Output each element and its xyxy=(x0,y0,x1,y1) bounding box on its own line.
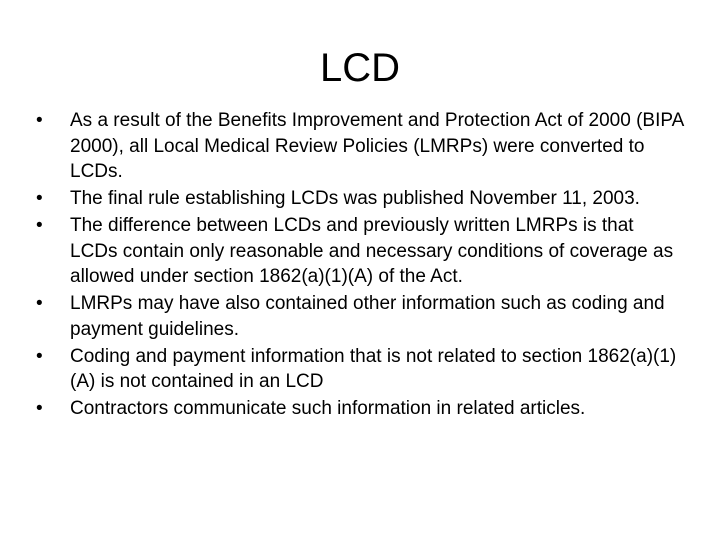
slide-title: LCD xyxy=(319,46,401,90)
bullet-icon: • xyxy=(36,110,43,131)
bullet-icon: • xyxy=(36,345,43,367)
bullet-text: As a result of the Benefits Improvement and Protection Act of 2000 (BIPA 2000), all Local Medical Review Policies (LMRPs) were converted to LCDs. xyxy=(70,110,684,182)
bullet-icon: • xyxy=(36,398,43,419)
bullet-text: Coding and payment information that is not related to section 1862(a)(1)(A) is not contained in an LCD xyxy=(70,345,677,392)
bullet-list xyxy=(36,108,686,423)
bullet-text: Contractors communicate such information in related articles. xyxy=(70,398,586,419)
bullet-text: The final rule establishing LCDs was published November 11, 2003. xyxy=(70,188,640,209)
bullet-item-4 xyxy=(36,291,686,342)
bullet-icon: • xyxy=(36,215,43,236)
bullet-item-6 xyxy=(36,396,686,422)
bullet-icon: • xyxy=(36,188,43,209)
bullet-item-3 xyxy=(36,213,686,290)
bullet-item-1 xyxy=(36,108,686,185)
bullet-item-2 xyxy=(36,186,686,212)
bullet-item-5 xyxy=(36,344,686,395)
bullet-text: LMRPs may have also contained other information such as coding and payment guidelines. xyxy=(70,293,665,340)
bullet-icon: • xyxy=(36,293,43,314)
bullet-text: The difference between LCDs and previously written LMRPs is that LCDs contain only reasonable and necessary conditions of coverage as allowed under section 1862(a)(1)(A) of the Act. xyxy=(70,215,674,287)
